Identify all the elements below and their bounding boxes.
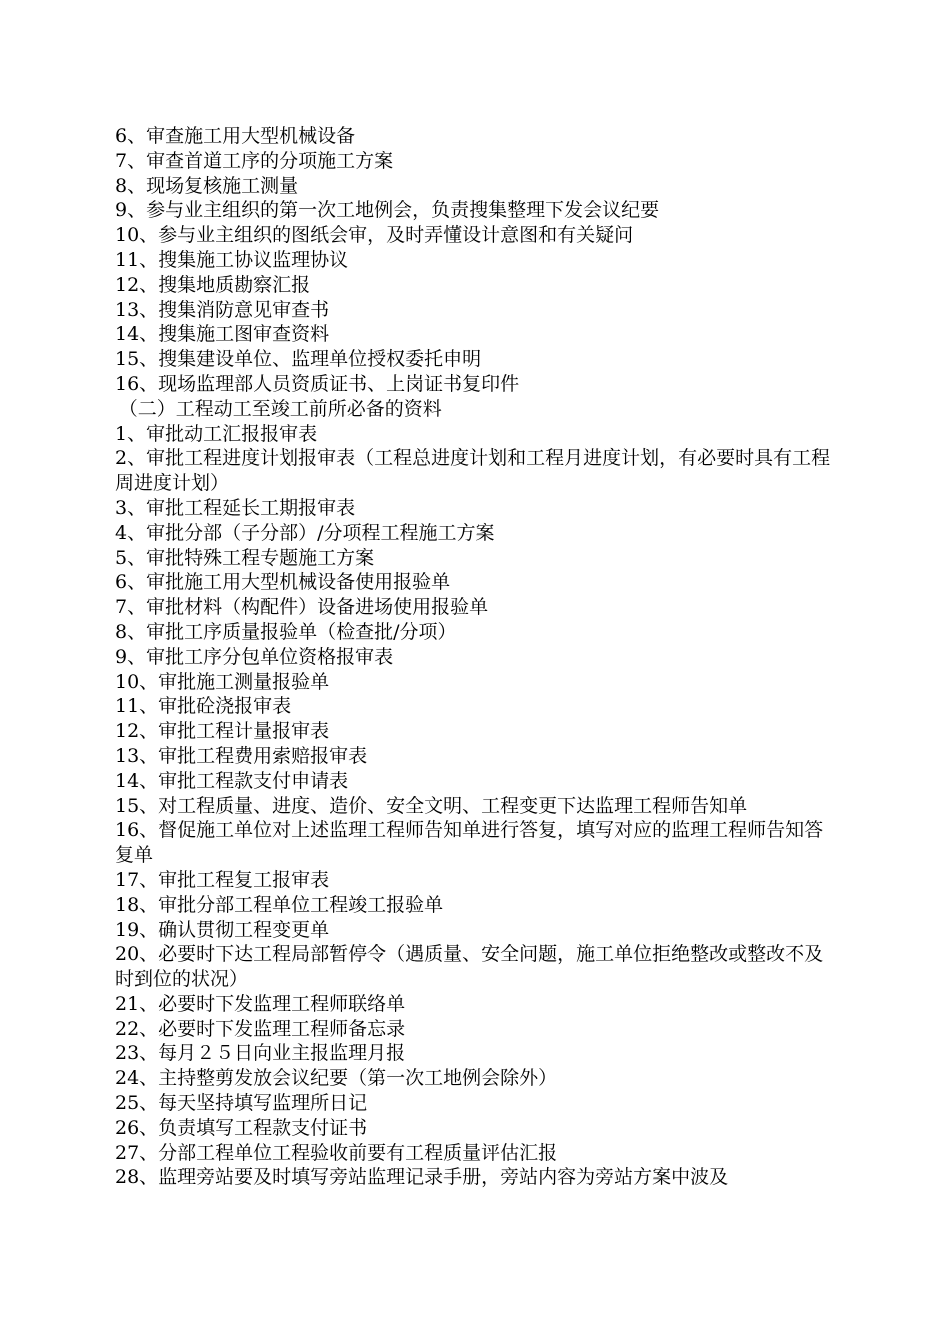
list-item: 3、审批工程延长工期报审表: [115, 496, 356, 519]
list-item: 28、监理旁站要及时填写旁站监理记录手册，旁站内容为旁站方案中波及: [115, 1166, 729, 1189]
list-item: 15、对工程质量、进度、造价、安全文明、工程变更下达监理工程师告知单: [115, 794, 748, 817]
list-item: 13、搜集消防意见审查书: [115, 298, 330, 321]
list-item: 6、审批施工用大型机械设备使用报验单: [115, 571, 451, 594]
list-item: 10、审批施工测量报验单: [115, 670, 330, 693]
list-item: 5、审批特殊工程专题施工方案: [115, 546, 375, 569]
list-item: 17、审批工程复工报审表: [115, 868, 330, 891]
list-item: 12、搜集地质勘察汇报: [115, 273, 311, 296]
list-item: 16、现场监理部人员资质证书、上岗证书复印件: [115, 372, 520, 395]
document-page: [115, 124, 840, 1190]
list-item: 23、每月２５日向业主报监理月报: [115, 1042, 406, 1065]
list-item: 13、审批工程费用索赔报审表: [115, 744, 368, 767]
list-item: 15、搜集建设单位、监理单位授权委托申明: [115, 348, 482, 371]
list-item: 8、审批工序质量报验单（检查批/分项）: [115, 620, 457, 643]
list-item: 7、审查首道工序的分项施工方案: [115, 149, 394, 172]
list-item: 10、参与业主组织的图纸会审，及时弄懂设计意图和有关疑问: [115, 224, 634, 247]
document-list-part1: [115, 124, 840, 397]
list-item: 8、现场复核施工测量: [115, 174, 299, 197]
list-item: 20、必要时下达工程局部暂停令（遇质量、安全问题，施工单位拒绝整改或整改不及时到位的状况）: [115, 943, 824, 991]
document-list-part2: [115, 422, 840, 1191]
list-item: 14、审批工程款支付申请表: [115, 769, 349, 792]
list-item: 1、审批动工汇报报审表: [115, 422, 318, 445]
list-item: 12、审批工程计量报审表: [115, 720, 330, 743]
list-item: 25、每天坚持填写监理所日记: [115, 1092, 368, 1115]
list-item: 11、搜集施工协议监理协议: [115, 248, 349, 271]
list-item: 21、必要时下发监理工程师联络单: [115, 992, 406, 1015]
list-item: 2、审批工程进度计划报审表（工程总进度计划和工程月进度计划，有必要时具有工程周进度计划）: [115, 447, 831, 495]
list-item: 27、分部工程单位工程验收前要有工程质量评估汇报: [115, 1141, 558, 1164]
list-item: 22、必要时下发监理工程师备忘录: [115, 1017, 406, 1040]
list-item: 26、负责填写工程款支付证书: [115, 1116, 368, 1139]
list-item: 11、审批砼浇报审表: [115, 695, 292, 718]
list-item: 19、确认贯彻工程变更单: [115, 918, 330, 941]
section-heading: （二）工程动工至竣工前所必备的资料: [118, 397, 442, 420]
list-item: 6、审查施工用大型机械设备: [115, 125, 356, 147]
list-item: 24、主持整剪发放会议纪要（第一次工地例会除外）: [115, 1067, 558, 1090]
list-item: 18、审批分部工程单位工程竣工报验单: [115, 893, 444, 916]
list-item: 14、搜集施工图审查资料: [115, 323, 330, 346]
list-item: 7、审批材料（构配件）设备进场使用报验单: [115, 596, 489, 619]
list-item: 16、督促施工单位对上述监理工程师告知单进行答复，填写对应的监理工程师告知答复单: [115, 819, 824, 867]
list-item: 9、审批工序分包单位资格报审表: [115, 645, 394, 668]
list-item: 4、审批分部（子分部）/分项程工程施工方案: [115, 521, 495, 544]
list-item: 9、参与业主组织的第一次工地例会，负责搜集整理下发会议纪要: [115, 199, 660, 222]
